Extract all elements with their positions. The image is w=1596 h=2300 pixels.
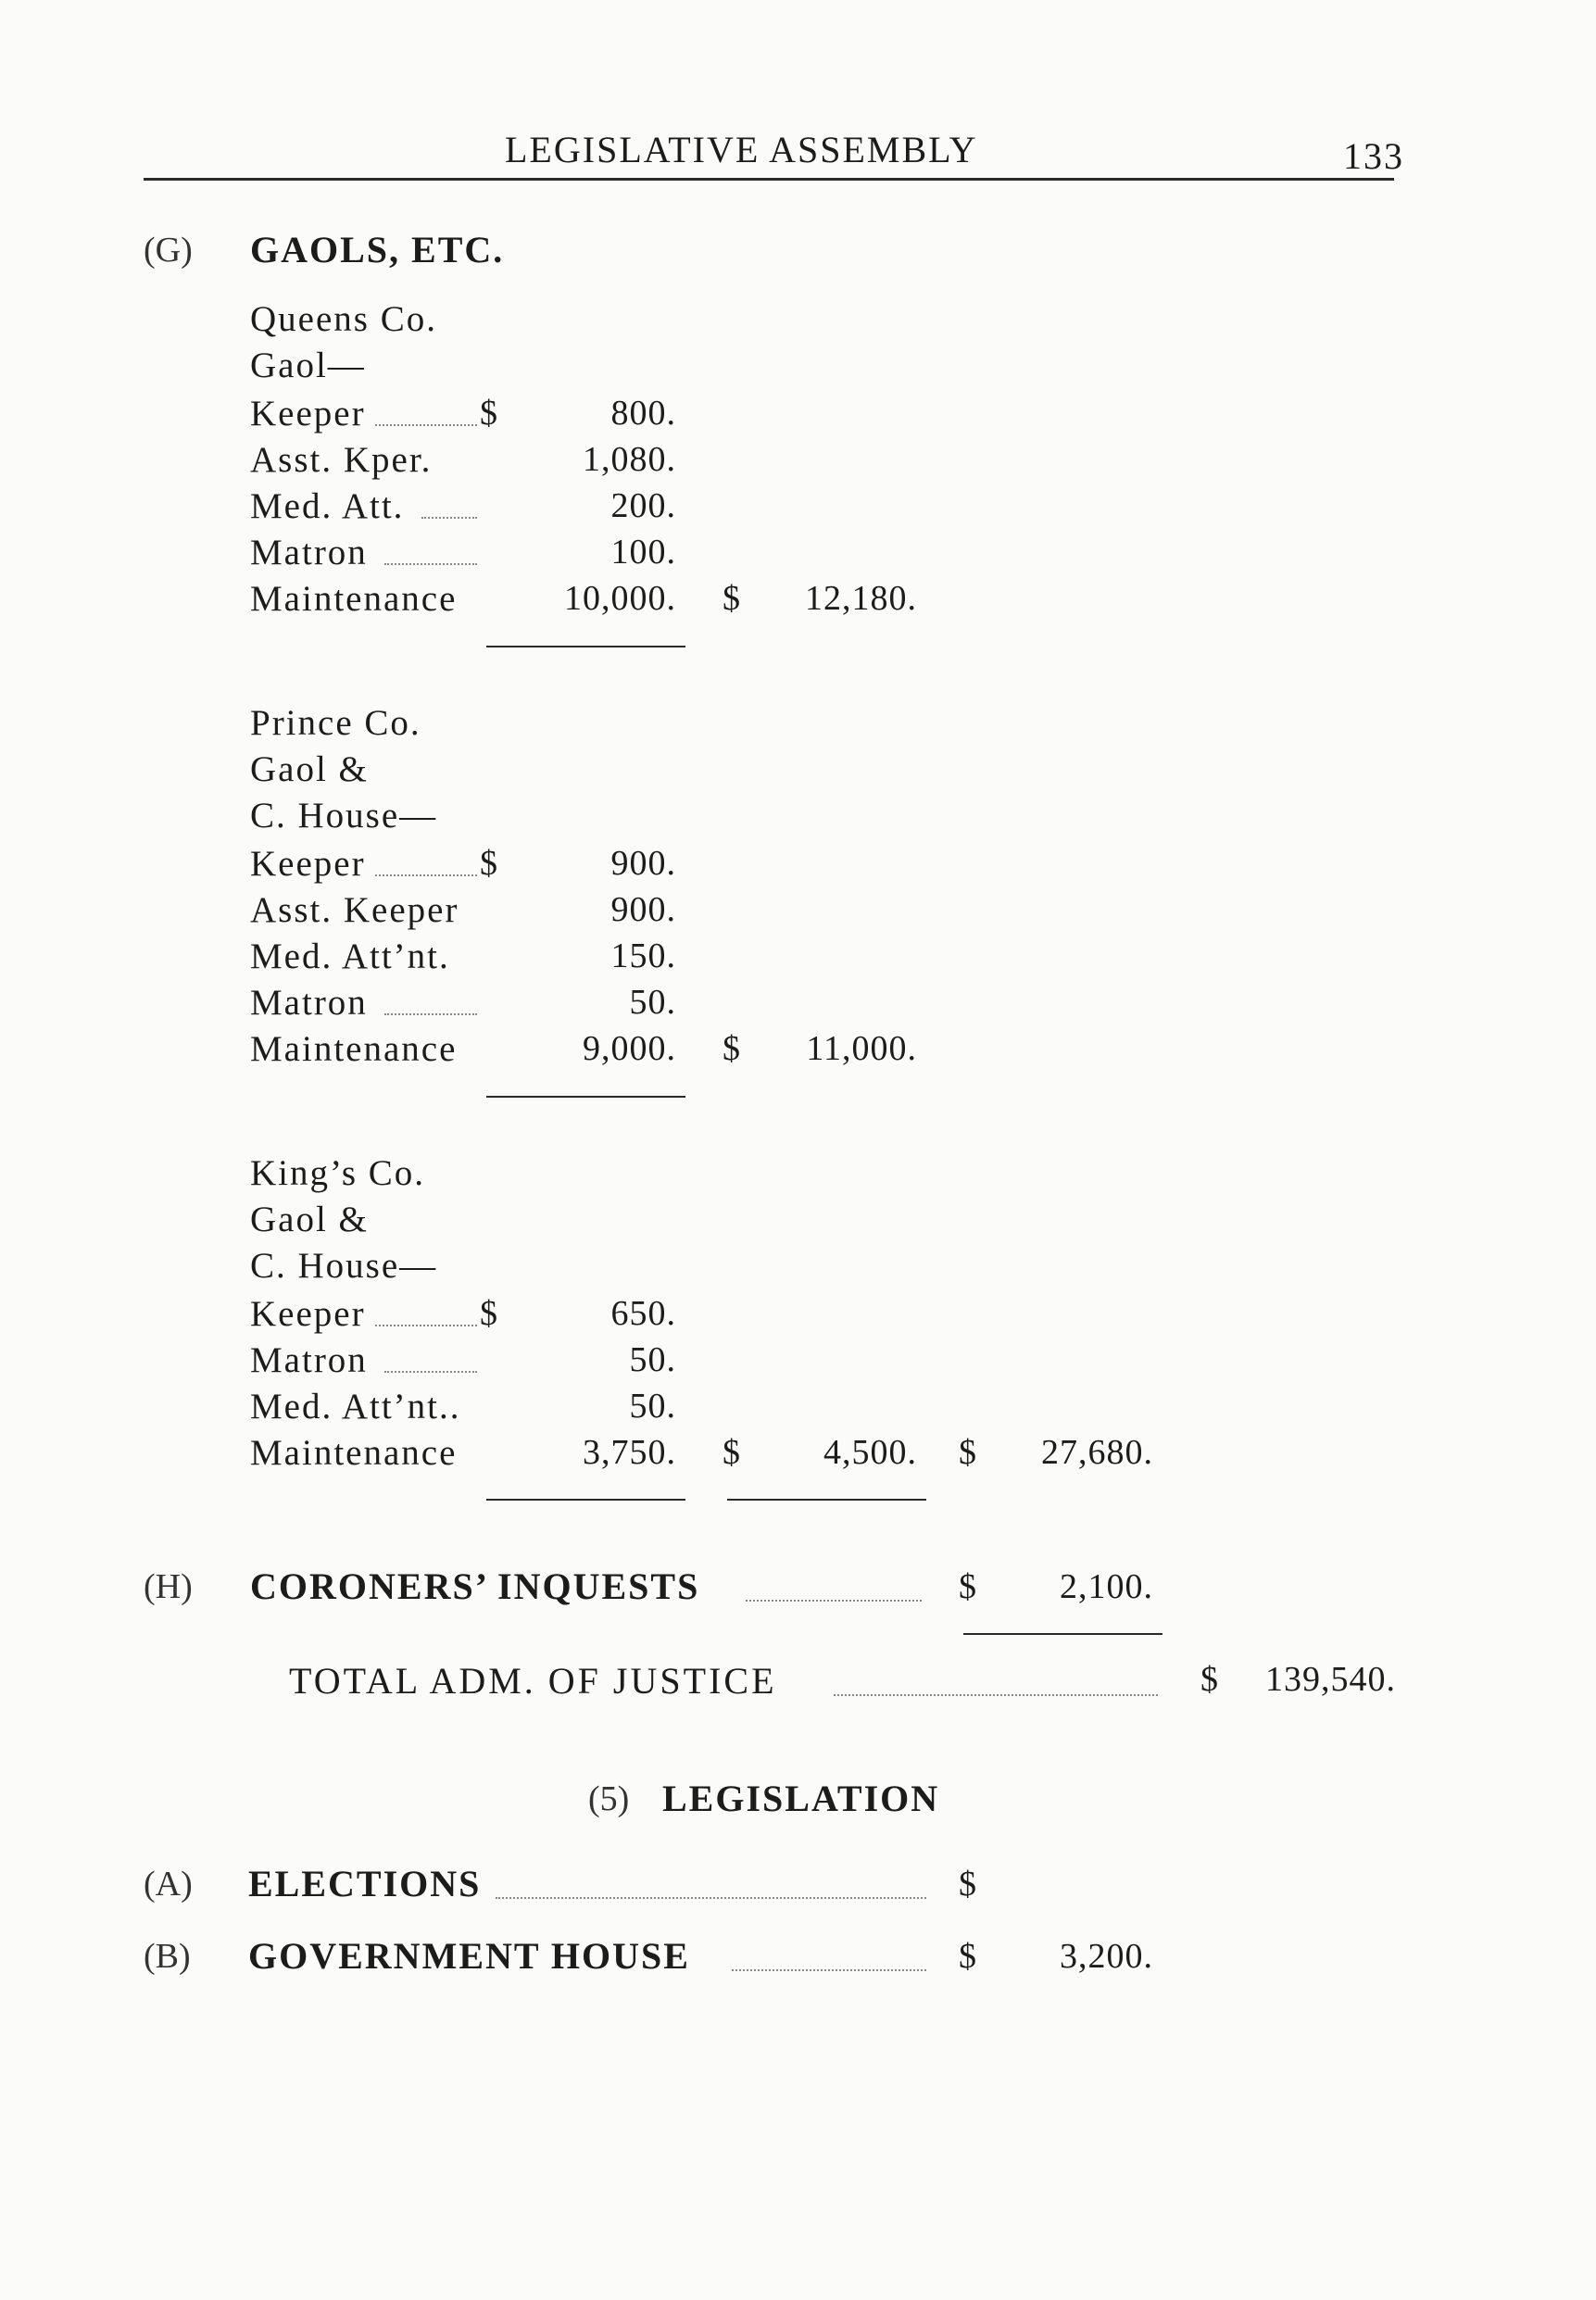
- leader-dots: [732, 1969, 926, 1971]
- header-rule: [144, 178, 1394, 181]
- legislation-a-dollar: $: [959, 1865, 976, 1904]
- queens-item-amount: 200.: [610, 486, 676, 525]
- kings-item-amount: 650.: [610, 1294, 676, 1333]
- leader-dots: [375, 1325, 477, 1326]
- total-justice-label: TOTAL ADM. OF JUSTICE: [289, 1660, 777, 1702]
- queens-item-amount: 1,080.: [583, 440, 676, 479]
- section-h-title: CORONERS’ INQUESTS: [250, 1565, 700, 1607]
- section-g-letter: (G): [144, 231, 193, 270]
- prince-subtotal: 11,000.: [806, 1029, 917, 1068]
- prince-item-label: Matron: [250, 983, 368, 1023]
- legislation-a-title: ELECTIONS: [248, 1863, 482, 1904]
- section-g-title: GAOLS, ETC.: [250, 229, 505, 270]
- gaols-total-dollar: $: [959, 1433, 976, 1472]
- legislation-b-amount: 3,200.: [1060, 1937, 1153, 1976]
- leader-dots: [384, 563, 477, 565]
- kings-item-amount: 3,750.: [583, 1433, 676, 1472]
- section-h-amount: 2,100.: [1060, 1567, 1153, 1606]
- leader-dots: [496, 1897, 926, 1899]
- kings-item-label: Keeper: [250, 1294, 366, 1334]
- prince-item-label: Asst. Keeper: [250, 890, 459, 930]
- prince-item-amount: 900.: [610, 844, 676, 883]
- prince-item-label: Maintenance: [250, 1029, 458, 1069]
- kings-name-line: King’s Co.: [250, 1153, 426, 1193]
- kings-item-label: Matron: [250, 1340, 368, 1380]
- section-h-sum-rule: [963, 1633, 1162, 1635]
- queens-sum-rule: [486, 646, 685, 647]
- legislation-heading: LEGISLATION: [662, 1778, 940, 1819]
- gaols-total: 27,680.: [1041, 1433, 1153, 1472]
- kings-item-dollar: $: [480, 1294, 497, 1333]
- kings-item-label: Maintenance: [250, 1433, 458, 1473]
- queens-name-line: Gaol—: [250, 346, 366, 385]
- prince-name-line: C. House—: [250, 796, 438, 836]
- leader-dots: [375, 424, 477, 426]
- kings-item-amount: 50.: [629, 1340, 676, 1379]
- kings-item-amount: 50.: [629, 1387, 676, 1426]
- leader-dots: [375, 874, 477, 876]
- prince-sum-rule: [486, 1096, 685, 1098]
- leader-dots: [384, 1013, 477, 1015]
- prince-item-amount: 900.: [610, 890, 676, 929]
- prince-name-line: Gaol &: [250, 749, 369, 789]
- prince-item-amount: 50.: [629, 983, 676, 1022]
- queens-item-label: Maintenance: [250, 579, 458, 619]
- section-h-letter: (H): [144, 1567, 193, 1606]
- queens-item-amount: 100.: [610, 533, 676, 572]
- prince-name-line: Prince Co.: [250, 703, 421, 743]
- prince-item-label: Med. Att’nt.: [250, 936, 450, 976]
- queens-item-label: Matron: [250, 533, 368, 572]
- prince-item-dollar: $: [480, 844, 497, 883]
- legislation-b-title: GOVERNMENT HOUSE: [248, 1935, 690, 1977]
- queens-item-amount: 800.: [610, 394, 676, 433]
- kings-subtotal-dollar: $: [723, 1433, 740, 1472]
- prince-item-amount: 150.: [610, 936, 676, 975]
- total-justice-amount: 139,540.: [1265, 1660, 1396, 1699]
- queens-item-label: Asst. Kper.: [250, 440, 433, 480]
- leader-dots: [746, 1600, 922, 1602]
- queens-item-label: Med. Att.: [250, 486, 405, 526]
- queens-item-label: Keeper: [250, 394, 366, 434]
- legislation-heading-number: (5): [588, 1779, 630, 1818]
- queens-subtotal: 12,180.: [805, 579, 917, 618]
- kings-subtotal-rule: [727, 1499, 926, 1501]
- queens-name-line: Queens Co.: [250, 299, 437, 339]
- leader-dots: [421, 517, 477, 519]
- legislation-b-dollar: $: [959, 1937, 976, 1976]
- page-header-title: LEGISLATIVE ASSEMBLY: [505, 129, 978, 170]
- legislation-b-letter: (B): [144, 1937, 191, 1976]
- total-justice-dollar: $: [1200, 1660, 1218, 1699]
- queens-subtotal-dollar: $: [723, 579, 740, 618]
- leader-dots: [834, 1694, 1158, 1696]
- kings-name-line: C. House—: [250, 1246, 438, 1286]
- kings-subtotal: 4,500.: [823, 1433, 917, 1472]
- prince-subtotal-dollar: $: [723, 1029, 740, 1068]
- page-number: 133: [1343, 135, 1404, 177]
- kings-sum-rule: [486, 1499, 685, 1501]
- kings-item-label: Med. Att’nt..: [250, 1387, 461, 1427]
- kings-name-line: Gaol &: [250, 1200, 369, 1239]
- prince-item-label: Keeper: [250, 844, 366, 884]
- legislation-a-letter: (A): [144, 1865, 193, 1904]
- prince-item-amount: 9,000.: [583, 1029, 676, 1068]
- section-h-dollar: $: [959, 1567, 976, 1606]
- queens-item-dollar: $: [480, 394, 497, 433]
- queens-item-amount: 10,000.: [564, 579, 676, 618]
- leader-dots: [384, 1371, 477, 1373]
